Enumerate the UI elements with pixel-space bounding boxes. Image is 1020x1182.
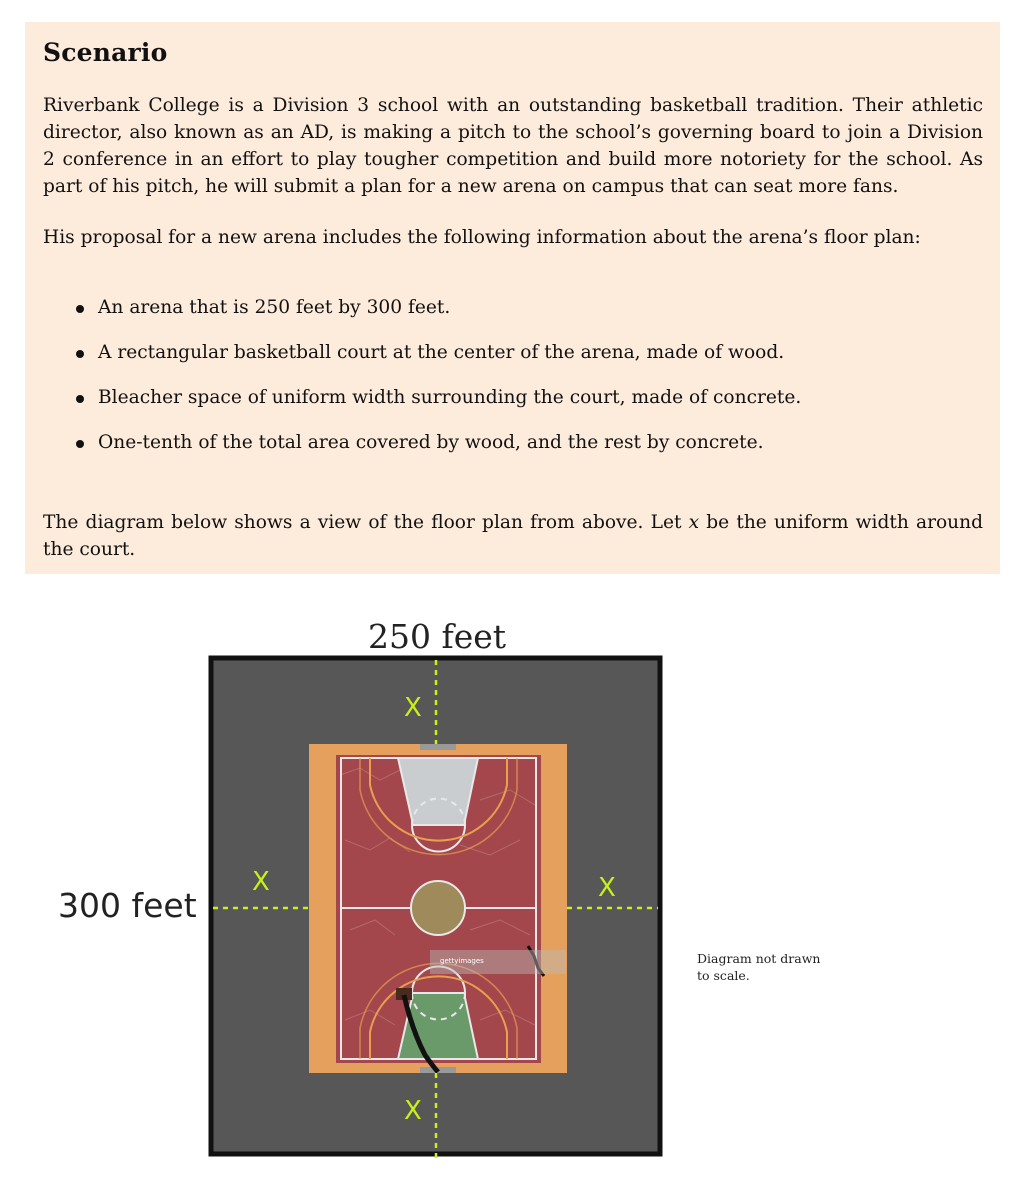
scenario-box [25, 22, 1000, 574]
x-label-left: X [252, 867, 270, 897]
list-item-text: Bleacher space of uniform width surrounding the court, made of concrete. [98, 387, 802, 408]
top-key [398, 758, 478, 825]
paragraph-text: The diagram below shows a view of the floor plan from above. Let [43, 512, 689, 533]
list-item [73, 294, 801, 339]
list-item-text: One-tenth of the total area covered by wood, and the rest by concrete. [98, 432, 764, 453]
scale-note: Diagram not drawn to scale. [697, 951, 821, 983]
x-label-top: X [404, 693, 422, 723]
list-item [73, 339, 801, 384]
paragraph-text: be the uniform width around the court. [43, 512, 984, 560]
x-label-right: X [598, 873, 616, 903]
scenario-title: Scenario [43, 38, 168, 67]
bottom-key [398, 993, 478, 1059]
bullet-icon [76, 305, 84, 313]
scenario-paragraph-proposal: His proposal for a new arena includes the following information about the arena’s floor plan: [43, 227, 921, 248]
watermark-text: gettyimages [440, 957, 484, 965]
bullet-icon [76, 350, 84, 358]
floor-plan-svg [0, 600, 1020, 1182]
list-item-text: A rectangular basketball court at the center of the arena, made of wood. [98, 342, 785, 363]
scenario-paragraph-intro: Riverbank College is a Division 3 school with an outstanding basketball tradition. Their athletic director, also known as an AD, is making a pitch to the school’s governing board to join a Division 2 conference in an effort to play tougher competition and build more notoriety for the school. As part of his pitch, he will submit a plan for a new arena on campus that can seat more fans. [43, 95, 983, 197]
x-label-bottom: X [404, 1096, 422, 1126]
floor-plan-diagram [0, 600, 1020, 1182]
scenario-paragraph-diagram-intro [43, 509, 983, 563]
list-item [73, 384, 801, 429]
height-label: 300 feet [58, 886, 197, 925]
floor-plan-list [73, 294, 801, 474]
list-item [73, 429, 801, 474]
bullet-icon [76, 440, 84, 448]
center-circle [411, 881, 465, 935]
bullet-icon [76, 395, 84, 403]
top-hoop [420, 744, 456, 750]
width-label: 250 feet [368, 617, 507, 656]
list-item-text: An arena that is 250 feet by 300 feet. [98, 297, 451, 318]
variable-x: x [688, 512, 700, 533]
